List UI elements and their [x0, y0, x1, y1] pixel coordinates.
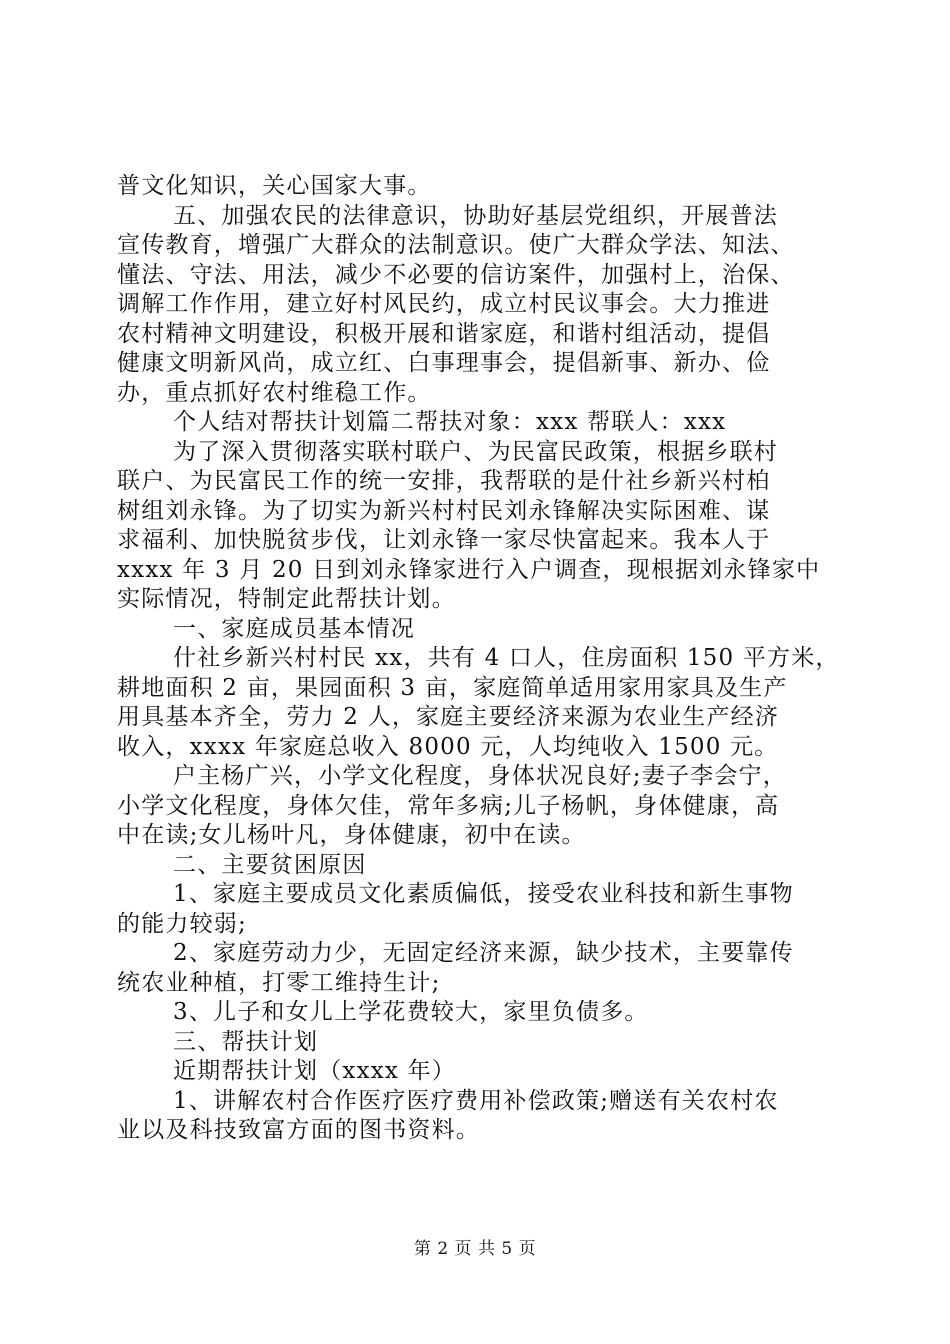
text-line: 1、讲解农村合作医疗医疗费用补偿政策;赠送有关农村农	[173, 1087, 779, 1114]
text-line: 1、家庭主要成员文化素质偏低，接受农业科技和新生事物	[173, 881, 794, 907]
text-line: 中在读;女儿杨叶凡，身体健康，初中在读。	[117, 822, 586, 848]
text-line: 耕地面积 2 亩，果园面积 3 亩，家庭简单适用家用家具及生产	[117, 674, 788, 701]
text-line: 3、儿子和女儿上学花费较大，家里负债多。	[173, 999, 649, 1025]
text-line: 联户、为民富民工作的统一安排，我帮联的是什社乡新兴村柏	[117, 468, 771, 494]
text-line: 近期帮扶计划（xxxx 年）	[173, 1058, 456, 1084]
text-line: 小学文化程度，身体欠佳，常年多病;儿子杨帆，身体健康，高	[117, 792, 780, 819]
text-line: 为了深入贯彻落实联村联户、为民富民政策，根据乡联村	[173, 438, 778, 465]
text-line: 求福利、加快脱贫步伐，让刘永锋一家尽快富起来。我本人于	[117, 527, 771, 553]
text-line: 二、主要贫困原因	[173, 851, 367, 878]
text-line: 2、家庭劳动力少，无固定经济来源，缺少技术，主要靠传	[173, 940, 794, 966]
text-line: 户主杨广兴，小学文化程度，身体状况良好;妻子李会宁，	[173, 763, 787, 789]
text-line: 懂法、守法、用法，减少不必要的信访案件，加强村上，治保、	[117, 261, 795, 288]
text-line: 个人结对帮扶计划篇二帮扶对象：xxx 帮联人：xxx	[173, 409, 727, 435]
text-line: 宣传教育，增强广大群众的法制意识。使广大群众学法、知法、	[117, 232, 795, 258]
text-line: 健康文明新风尚，成立红、白事理事会，提倡新事、新办、俭	[117, 350, 771, 376]
text-line: 用具基本齐全，劳力 2 人，家庭主要经济来源为农业生产经济	[117, 704, 780, 730]
text-line: 五、加强农民的法律意识，协助好基层党组织，开展普法	[173, 202, 778, 229]
text-line: 农村精神文明建设，积极开展和谐家庭，和谐村组活动，提倡	[117, 320, 771, 347]
text-line: 什社乡新兴村村民 xx，共有 4 口人，住房面积 150 平方米，	[173, 645, 840, 671]
text-line: 三、帮扶计划	[173, 1028, 319, 1055]
text-line: 实际情况，特制定此帮扶计划。	[117, 586, 456, 612]
text-line: 的能力较弱;	[117, 910, 247, 937]
text-line: 办，重点抓好农村维稳工作。	[117, 379, 432, 406]
text-line: 统农业种植，打零工维持生计;	[117, 969, 441, 996]
text-line: 调解工作作用，建立好村风民约，成立村民议事会。大力推进	[117, 291, 771, 317]
text-line: 树组刘永锋。为了切实为新兴村村民刘永锋解决实际困难、谋	[117, 497, 771, 524]
text-line: 一、家庭成员基本情况	[173, 615, 415, 642]
text-line: 收入，xxxx 年家庭总收入 8000 元，人均纯收入 1500 元。	[117, 733, 779, 760]
text-line: 普文化知识，关心国家大事。	[117, 173, 432, 199]
text-line: xxxx 年 3 月 20 日到刘永锋家进行入户调查，现根据刘永锋家中	[117, 556, 821, 583]
page-footer: 第 2 页 共 5 页	[413, 1239, 537, 1259]
text-line: 业以及科技致富方面的图书资料。	[117, 1117, 480, 1143]
